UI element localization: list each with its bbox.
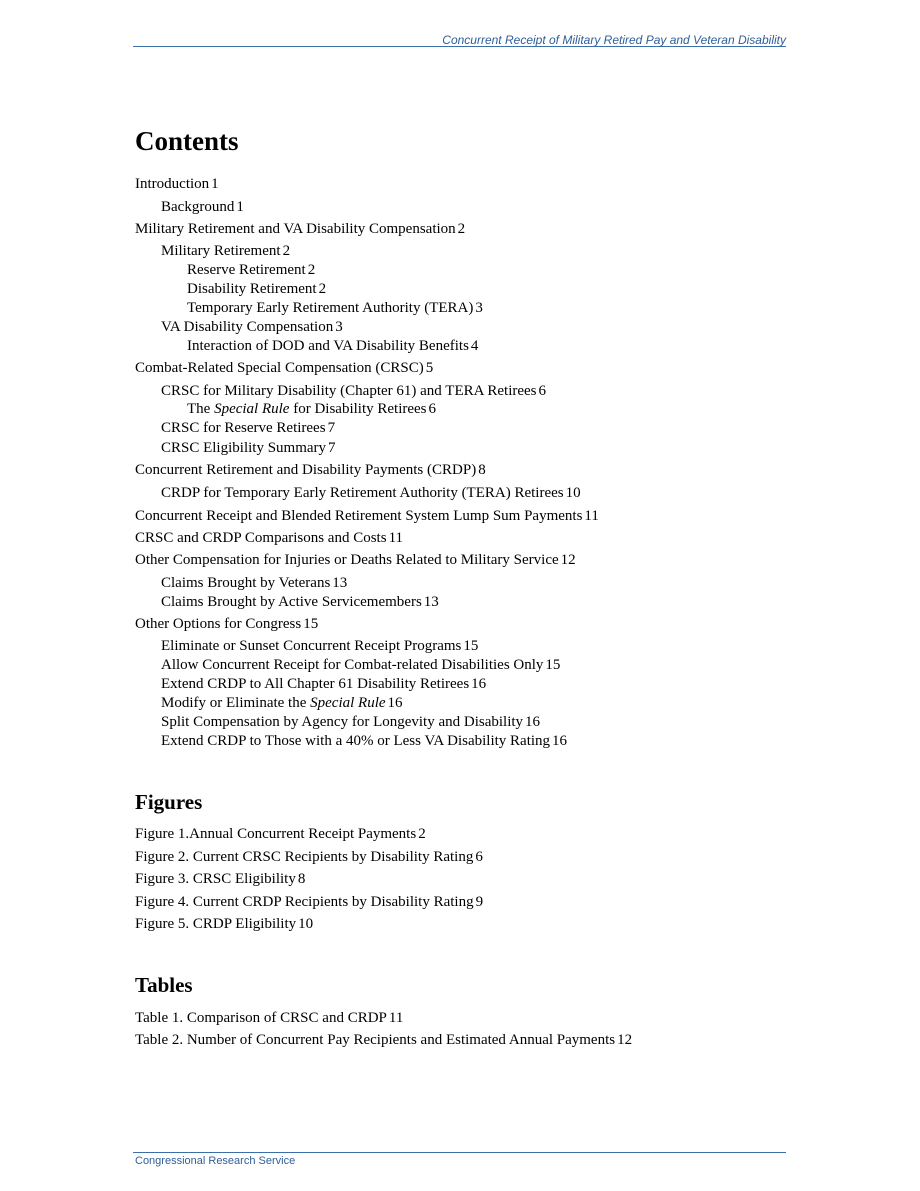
page-number: 4 — [470, 338, 479, 354]
page-number: 6 — [428, 401, 437, 417]
page-number: 11 — [584, 508, 599, 524]
page-number: 13 — [423, 594, 439, 610]
page-number: 8 — [478, 462, 486, 478]
page-number: 1 — [236, 199, 244, 215]
page-number: 16 — [552, 733, 568, 749]
page-number: 11 — [388, 1010, 404, 1026]
page-number: 15 — [545, 657, 561, 673]
page-number: 12 — [560, 552, 576, 568]
page-number: 7 — [328, 440, 336, 456]
page-number: 9 — [475, 894, 484, 910]
page-number: 15 — [303, 616, 319, 632]
page-number: 11 — [388, 530, 404, 546]
page-number: 16 — [525, 714, 541, 730]
page-number: 8 — [297, 871, 306, 887]
page-number: 6 — [538, 383, 547, 399]
page-number: 10 — [565, 485, 581, 501]
header-rule — [133, 46, 786, 47]
page-number: 10 — [298, 916, 314, 932]
page-number: 13 — [332, 575, 348, 591]
page-number: 16 — [471, 676, 487, 692]
page-number: 7 — [327, 420, 336, 436]
page-number: 16 — [387, 695, 403, 711]
contents-heading: Contents — [135, 126, 239, 156]
page-number: 5 — [425, 360, 434, 376]
footer-rule — [133, 1152, 786, 1153]
running-header: Concurrent Receipt of Military Retired Pay and Veteran Disability — [442, 33, 786, 47]
page-number: 2 — [318, 281, 327, 297]
page-number: 3 — [335, 319, 343, 335]
figures-heading: Figures — [135, 790, 203, 814]
page-number: 2 — [307, 262, 316, 278]
page-number: 15 — [463, 638, 479, 654]
page-number: 2 — [457, 221, 466, 237]
page-number: 1 — [211, 176, 219, 192]
tables-heading: Tables — [135, 973, 193, 997]
page-number: 3 — [475, 300, 483, 316]
page-number: 12 — [617, 1032, 633, 1048]
page-number: 6 — [475, 849, 483, 865]
page-number: 2 — [418, 826, 426, 842]
page-number: 2 — [282, 243, 291, 259]
footer-source: Congressional Research Service — [135, 1155, 296, 1167]
